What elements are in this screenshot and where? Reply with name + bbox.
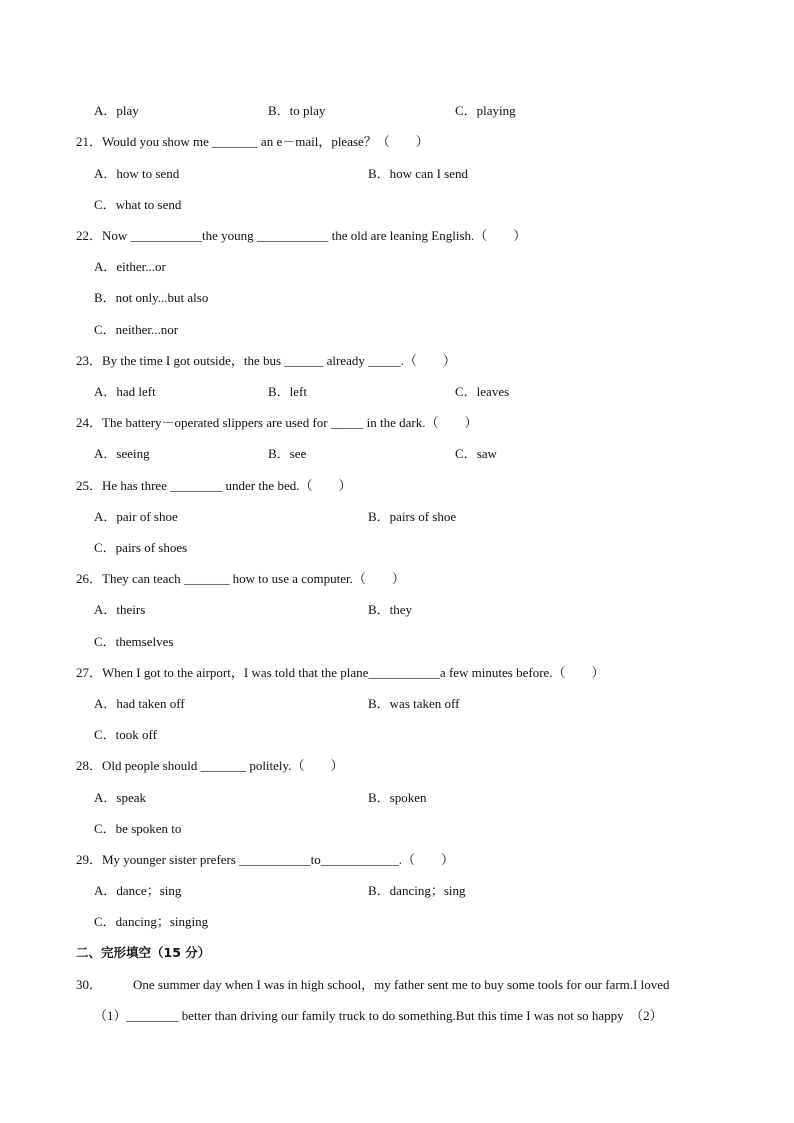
q21-option-c: C．what to send: [94, 197, 182, 212]
q29-options-2: [0, 914, 794, 930]
q28-option-b: B．spoken: [368, 790, 427, 805]
q26-option-b: B．they: [368, 602, 413, 617]
q21-stem: 21．Would you show me _______ an e－mail，please？（ ）: [76, 134, 429, 149]
q25-option-b: B．pairs of shoe: [368, 509, 457, 524]
q26-options: [0, 602, 794, 618]
q25-option-a: A．pair of shoe: [94, 509, 178, 524]
q27-options-2: [0, 727, 794, 743]
q20-option-b: B．to play: [268, 103, 326, 118]
q22-options-1: [0, 259, 794, 275]
q28-options-2: [0, 821, 794, 837]
q25-stem: 25．He has three ________ under the bed.（ ）: [76, 478, 352, 493]
q24-stem: 24．The battery－operated slippers are used for _____ in the dark.（ ）: [76, 415, 478, 430]
q21-option-b: B．how can I send: [368, 166, 469, 181]
q27-option-a: A．had taken off: [94, 696, 185, 711]
q22-option-b: B．not only...but also: [94, 290, 209, 305]
q22-options-3: [0, 322, 794, 338]
q23-option-b: B．left: [268, 384, 307, 399]
q26-stem: 26．They can teach _______ how to use a computer.（ ）: [76, 571, 405, 586]
q22-options-2: [0, 290, 794, 306]
q20-option-c: C．playing: [455, 103, 516, 118]
q21-option-a: A．how to send: [94, 166, 180, 181]
q26-options-2: [0, 634, 794, 650]
q29-stem: 29．My younger sister prefers ___________to____________.（ ）: [76, 852, 455, 867]
q23-option-c: C．leaves: [455, 384, 510, 399]
q22-stem: 22．Now ___________the young ___________ the old are leaning English.（ ）: [76, 228, 527, 243]
q27-option-c: C．took off: [94, 727, 157, 742]
q27-option-b: B．was taken off: [368, 696, 460, 711]
q28-stem: 28．Old people should _______ politely.（ ）: [76, 758, 344, 773]
q25-options-2: [0, 540, 794, 556]
q24-option-b: B．see: [268, 446, 307, 461]
q21-options: [0, 166, 794, 182]
q25-option-c: C．pairs of shoes: [94, 540, 188, 555]
q30-passage-line-1: One summer day when I was in high school，my father sent me to buy some tools for our farm.I loved: [133, 977, 670, 992]
q26-option-c: C．themselves: [94, 634, 174, 649]
q28-option-c: C．be spoken to: [94, 821, 182, 836]
q30-number: 30．: [76, 977, 103, 992]
q21-options-2: [0, 197, 794, 213]
q27-options: [0, 696, 794, 712]
q20-options: [0, 103, 794, 119]
q23-stem: 23．By the time I got outside，the bus ______ already _____.（ ）: [76, 353, 456, 368]
q22-option-a: A．either...or: [94, 259, 166, 274]
q23-options: [0, 384, 794, 400]
q24-options: [0, 446, 794, 462]
q29-option-b: B．dancing；sing: [368, 883, 466, 898]
q25-options: [0, 509, 794, 525]
q27-stem: 27．When I got to the airport，I was told that the plane___________a few minutes before.（ ）: [76, 665, 605, 680]
q20-option-a: A．play: [94, 103, 139, 118]
q29-options: [0, 883, 794, 899]
q28-option-a: A．speak: [94, 790, 146, 805]
q23-option-a: A．had left: [94, 384, 156, 399]
q22-option-c: C．neither...nor: [94, 322, 179, 337]
q26-option-a: A．theirs: [94, 602, 146, 617]
q24-option-c: C．saw: [455, 446, 497, 461]
q28-options: [0, 790, 794, 806]
section-heading: 二、完形填空（15 分）: [76, 945, 211, 960]
q29-option-c: C．dancing；singing: [94, 914, 209, 929]
q30-passage-line-2: （1）________ better than driving our family truck to do something.But this time I was not so happy （2）: [94, 1008, 663, 1023]
q29-option-a: A．dance；sing: [94, 883, 182, 898]
q24-option-a: A．seeing: [94, 446, 150, 461]
